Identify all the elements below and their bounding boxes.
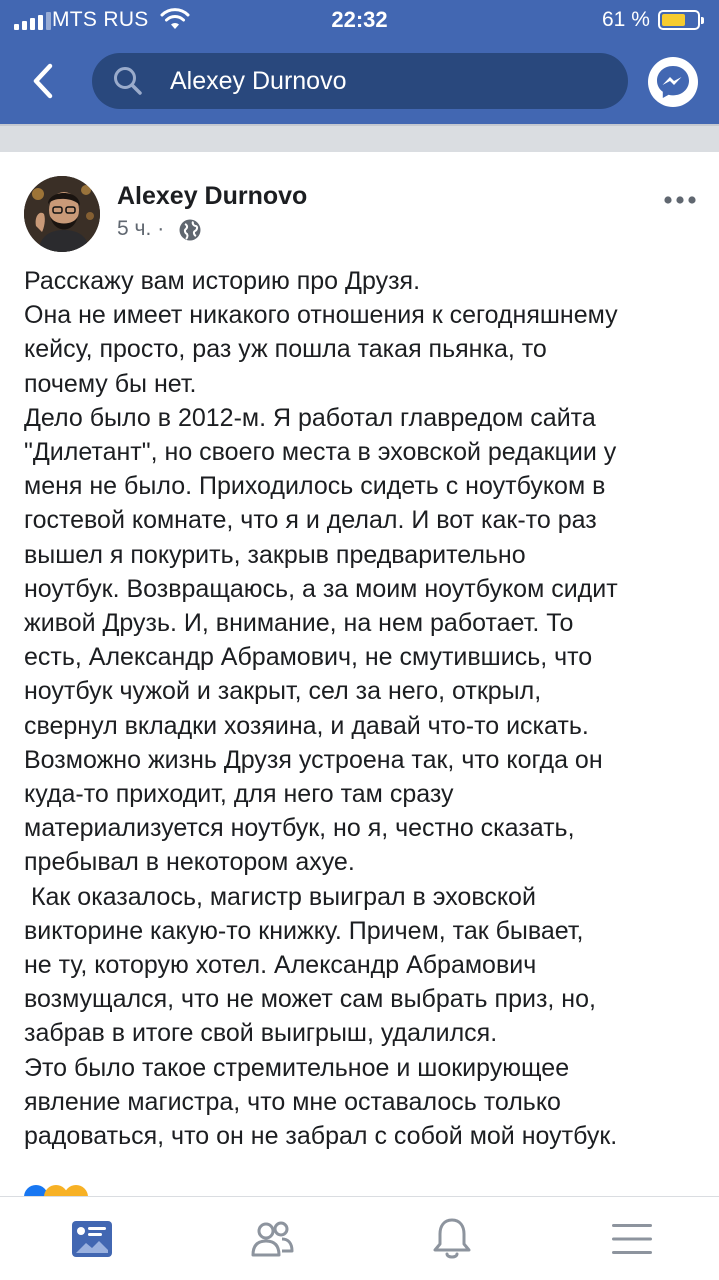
bottom-tab-bar (0, 1196, 719, 1280)
post-line: Как оказалось, магистр выиграл в эховской (24, 882, 536, 911)
post-card (0, 152, 719, 1196)
post-line: Возможно жизнь Друзя устроена так, что когда он (24, 745, 603, 774)
avatar-photo (24, 176, 100, 252)
tab-notifications[interactable] (390, 1197, 510, 1280)
post-line: радоваться, что он не забрал с собой мой ноутбук. (24, 1122, 618, 1151)
post-line: кейсу, просто, раз уж пошла такая пьянка, то (24, 335, 547, 364)
post-line: пребывал в некотором ахуе. (24, 848, 355, 877)
post-line: Расскажу вам историю про Друзя. (24, 267, 421, 295)
post-line: есть, Александр Абрамович, не смутившись, что (24, 643, 593, 672)
chevron-left-icon[interactable] (22, 58, 66, 104)
post-meta (117, 217, 170, 241)
post-line: меня не было. Приходилось сидеть с ноутбуком в (24, 472, 606, 501)
feed-separator (0, 124, 719, 152)
post-line: живой Друзь. И, внимание, на нем работает. То (24, 609, 574, 638)
tab-friends[interactable] (210, 1197, 330, 1280)
post-line: вышел я покурить, закрыв предварительно (24, 540, 526, 569)
post-line: явление магистра, что мне оставалось только (24, 1087, 561, 1116)
post-line: викторине какую-то книжку. Причем, так бывает, (24, 916, 584, 945)
post-line: почему бы нет. (24, 369, 197, 398)
messenger-icon (648, 57, 698, 107)
battery-icon (658, 10, 700, 30)
post-line: забрав в итоге свой выигрыш, удалился. (24, 1019, 498, 1048)
bell-icon (428, 1215, 476, 1263)
post-text (24, 264, 704, 1153)
meta-separator: · (157, 217, 165, 240)
post-line: ноутбук чужой и закрыт, сел за него, открыл, (24, 677, 542, 706)
wow-reaction-icon (64, 1185, 88, 1196)
globe-icon (178, 218, 202, 242)
post-line: "Дилетант", но своего места в эховской редакции у (24, 438, 617, 467)
post-line: возмущался, что не может сам выбрать приз, но, (24, 985, 596, 1014)
post-line: Это было такое стремительное и шокирующее (24, 1053, 570, 1082)
post-line: свернул вкладки хозяина, и давай что-то искать. (24, 711, 589, 740)
post-line: Она не имеет никакого отношения к сегодняшнему (24, 301, 618, 330)
search-input[interactable] (92, 53, 628, 109)
messenger-button[interactable] (648, 57, 698, 107)
carrier-name: MTS RUS (52, 8, 149, 31)
post-line: ноутбук. Возвращаюсь, а за моим ноутбуком сидит (24, 574, 618, 603)
menu-icon (608, 1215, 656, 1263)
top-bar (0, 0, 719, 124)
news-feed-icon (68, 1215, 116, 1263)
friends-icon (248, 1215, 296, 1263)
battery-percent: 61 % (602, 8, 650, 31)
post-line: куда-то приходит, для него там сразу (24, 780, 454, 809)
post-line: гостевой комнате, что я и делал. И вот как-то раз (24, 506, 597, 535)
post-line: не ту, которую хотел. Александр Абрамович (24, 951, 537, 980)
tab-menu[interactable] (570, 1197, 690, 1280)
tab-news-feed[interactable] (30, 1197, 150, 1280)
post-author[interactable]: Alexey Durnovo (117, 182, 308, 210)
search-icon (112, 65, 144, 97)
post-line: Дело было в 2012-м. Я работал главредом сайта (24, 403, 596, 432)
reaction-icons[interactable] (24, 1185, 114, 1196)
search-value: Alexey Durnovo (170, 67, 347, 95)
avatar[interactable] (24, 176, 100, 252)
more-horizontal-icon[interactable] (660, 190, 700, 210)
status-bar (0, 0, 719, 40)
clock: 22:32 (331, 7, 388, 32)
post-line: материализуется ноутбук, но я, честно сказать, (24, 814, 575, 843)
post-time[interactable]: 5 ч. (117, 217, 152, 240)
